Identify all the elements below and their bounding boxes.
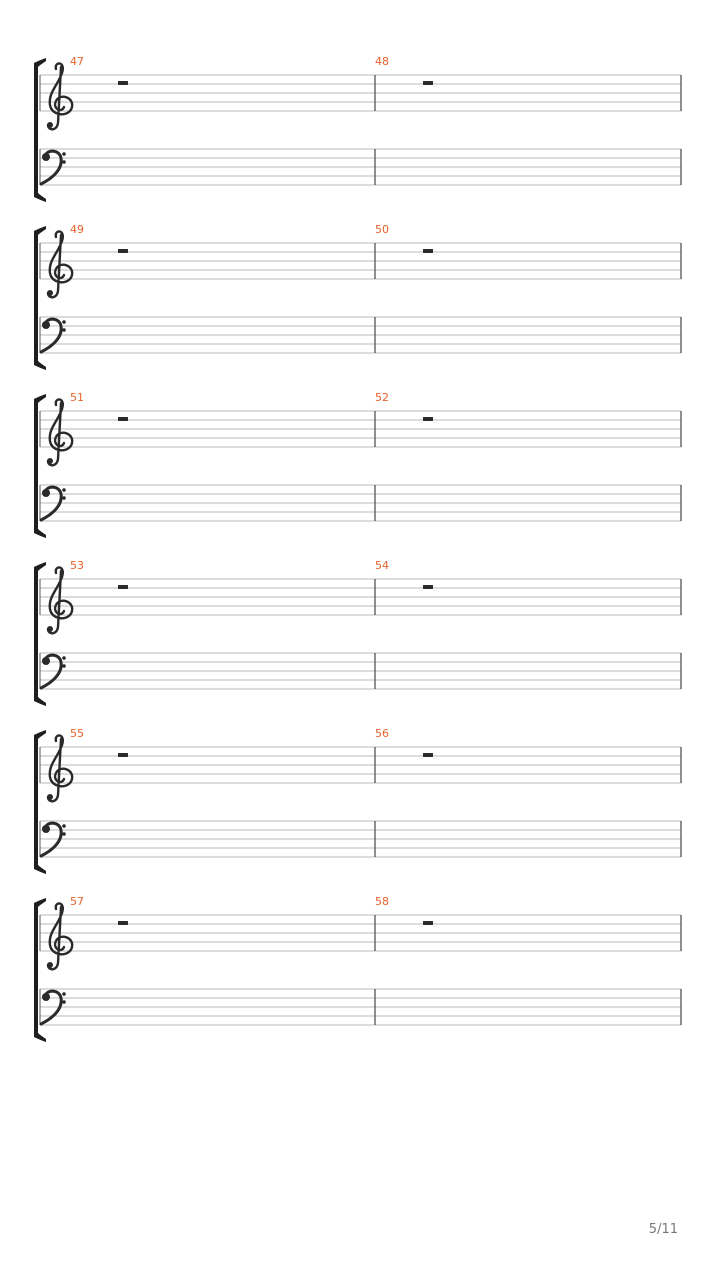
treble-clef-stroke bbox=[48, 63, 72, 129]
treble-staff bbox=[40, 243, 681, 279]
treble-clef-dot bbox=[47, 962, 53, 968]
half-rest-icon bbox=[118, 249, 128, 253]
measure-number: 47 bbox=[70, 55, 84, 68]
bass-clef-head bbox=[42, 657, 50, 665]
bass-staff bbox=[40, 989, 681, 1025]
half-rest-icon bbox=[118, 921, 128, 925]
bass-clef-dot-lower bbox=[62, 1000, 66, 1004]
system bbox=[34, 55, 681, 202]
treble-staff bbox=[40, 411, 681, 447]
bass-clef-icon bbox=[41, 655, 66, 688]
half-rest-icon bbox=[118, 585, 128, 589]
half-rest-icon bbox=[423, 585, 433, 589]
page-number: 5/11 bbox=[648, 1222, 678, 1237]
treble-clef-icon bbox=[47, 567, 72, 633]
treble-clef-icon bbox=[47, 735, 72, 801]
bracket-bar bbox=[34, 399, 38, 533]
measure-number: 56 bbox=[375, 727, 389, 740]
bass-clef-head bbox=[42, 321, 50, 329]
systems-layer bbox=[34, 55, 681, 1042]
bass-clef-head bbox=[42, 153, 50, 161]
treble-clef-dot bbox=[47, 290, 53, 296]
bracket-bar bbox=[34, 63, 38, 197]
bracket-bar bbox=[34, 567, 38, 701]
treble-clef-icon bbox=[47, 399, 72, 465]
system bbox=[34, 895, 681, 1042]
system bbox=[34, 223, 681, 370]
treble-clef-stroke bbox=[48, 231, 72, 297]
bass-clef-dot-lower bbox=[62, 496, 66, 500]
bracket-bar bbox=[34, 903, 38, 1037]
half-rest-icon bbox=[423, 417, 433, 421]
bass-clef-dot-upper bbox=[62, 824, 66, 828]
bass-clef-icon bbox=[41, 487, 66, 520]
bass-staff bbox=[40, 821, 681, 857]
treble-clef-dot bbox=[47, 794, 53, 800]
bass-clef-head bbox=[42, 825, 50, 833]
treble-clef-stroke bbox=[48, 903, 72, 969]
bracket-bar bbox=[34, 231, 38, 365]
half-rest-icon bbox=[423, 921, 433, 925]
bass-clef-dot-upper bbox=[62, 320, 66, 324]
measure-number: 54 bbox=[375, 559, 389, 572]
measure-number: 48 bbox=[375, 55, 389, 68]
treble-clef-dot bbox=[47, 458, 53, 464]
bass-staff bbox=[40, 149, 681, 185]
measure-number: 55 bbox=[70, 727, 84, 740]
treble-clef-dot bbox=[47, 122, 53, 128]
treble-clef-icon bbox=[47, 903, 72, 969]
half-rest-icon bbox=[118, 753, 128, 757]
bass-staff bbox=[40, 317, 681, 353]
half-rest-icon bbox=[423, 753, 433, 757]
bass-clef-head bbox=[42, 489, 50, 497]
treble-clef-dot bbox=[47, 626, 53, 632]
bass-clef-dot-upper bbox=[62, 992, 66, 996]
bass-clef-dot-lower bbox=[62, 832, 66, 836]
measure-number: 50 bbox=[375, 223, 389, 236]
bass-staff bbox=[40, 485, 681, 521]
treble-clef-stroke bbox=[48, 399, 72, 465]
bass-clef-dot-upper bbox=[62, 152, 66, 156]
measure-number: 52 bbox=[375, 391, 389, 404]
measure-number: 49 bbox=[70, 223, 84, 236]
system bbox=[34, 391, 681, 538]
half-rest-icon bbox=[423, 249, 433, 253]
bass-clef-dot-upper bbox=[62, 656, 66, 660]
bass-clef-icon bbox=[41, 151, 66, 184]
treble-clef-icon bbox=[47, 63, 72, 129]
bass-clef-dot-lower bbox=[62, 664, 66, 668]
treble-clef-icon bbox=[47, 231, 72, 297]
bracket-bar bbox=[34, 735, 38, 869]
half-rest-icon bbox=[118, 81, 128, 85]
bass-clef-icon bbox=[41, 319, 66, 352]
treble-staff bbox=[40, 915, 681, 951]
bass-clef-icon bbox=[41, 991, 66, 1024]
bass-clef-icon bbox=[41, 823, 66, 856]
bass-clef-dot-lower bbox=[62, 328, 66, 332]
bass-staff bbox=[40, 653, 681, 689]
half-rest-icon bbox=[118, 417, 128, 421]
measure-number: 58 bbox=[375, 895, 389, 908]
treble-staff bbox=[40, 579, 681, 615]
measure-number: 53 bbox=[70, 559, 84, 572]
half-rest-icon bbox=[423, 81, 433, 85]
treble-staff bbox=[40, 75, 681, 111]
bass-clef-dot-lower bbox=[62, 160, 66, 164]
treble-clef-stroke bbox=[48, 567, 72, 633]
system bbox=[34, 559, 681, 706]
measure-number: 57 bbox=[70, 895, 84, 908]
treble-staff bbox=[40, 747, 681, 783]
measure-number: 51 bbox=[70, 391, 84, 404]
treble-clef-stroke bbox=[48, 735, 72, 801]
system bbox=[34, 727, 681, 874]
bass-clef-head bbox=[42, 993, 50, 1001]
bass-clef-dot-upper bbox=[62, 488, 66, 492]
